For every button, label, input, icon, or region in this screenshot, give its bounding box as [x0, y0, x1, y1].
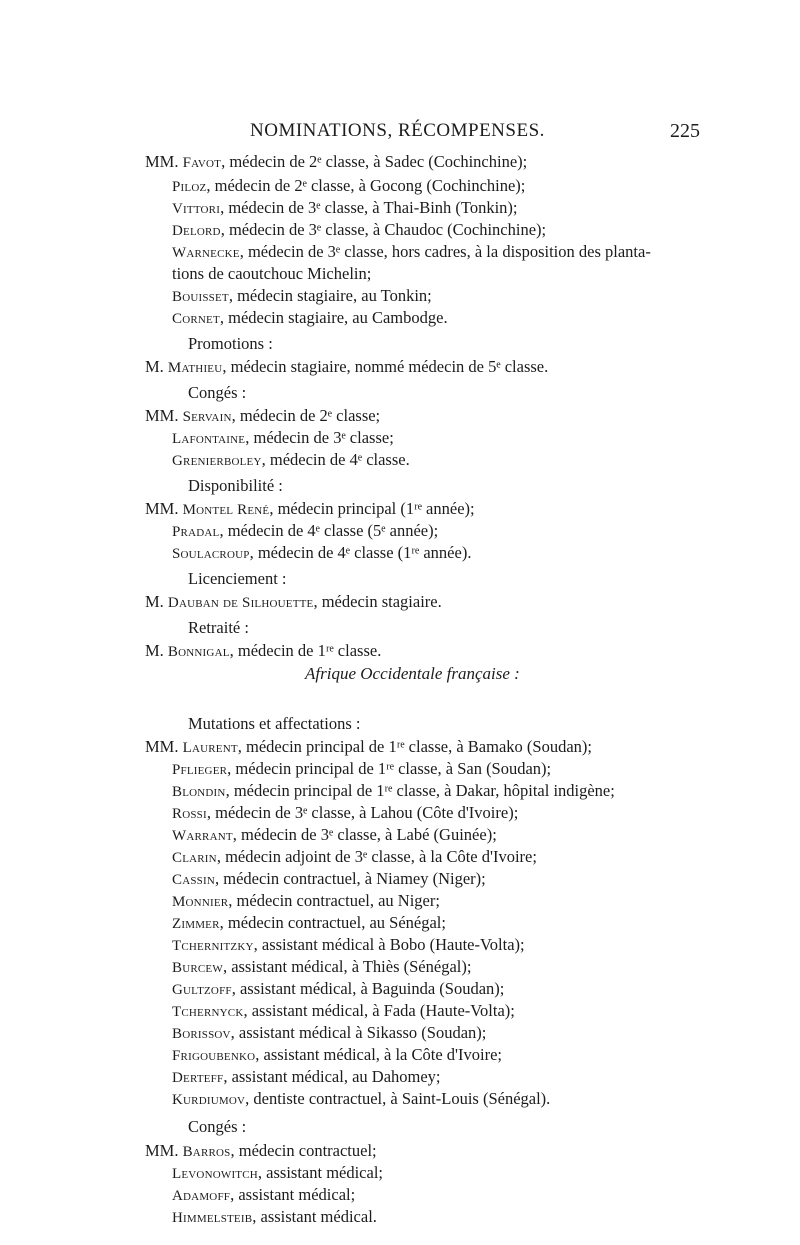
- text-line: [145, 406, 380, 427]
- person-name: Himmelsteib: [172, 1210, 253, 1226]
- line-text: , assistant médical, à Baguinda (Soudan);: [231, 979, 505, 998]
- honorific: MM.: [145, 406, 183, 425]
- line-text: Promotions :: [188, 334, 273, 353]
- text-line: [172, 1067, 441, 1088]
- line-text: , médecin adjoint de 3ᵉ classe, à la Côte d'Ivoire;: [216, 847, 537, 866]
- line-text: , médecin principal de 1ʳᵉ classe, à San (Soudan);: [227, 759, 552, 778]
- line-text: , médecin stagiaire, au Cambodge.: [219, 308, 448, 327]
- person-name: Frigoubenko: [172, 1048, 256, 1064]
- text-line: [172, 979, 504, 1000]
- line-text: , médecin contractuel;: [230, 1141, 377, 1160]
- person-name: Levonowitch: [172, 1166, 258, 1182]
- text-line: [172, 1001, 515, 1022]
- person-name: Montel René: [182, 502, 270, 518]
- text-line: [145, 737, 592, 758]
- text-line: [145, 152, 527, 173]
- text-line: [172, 450, 410, 471]
- honorific: MM.: [145, 737, 183, 756]
- line-text: , médecin de 3ᵉ classe, à Labé (Guinée);: [232, 825, 497, 844]
- person-name: Grenierboley: [172, 453, 262, 469]
- page-number: 225: [670, 120, 700, 142]
- line-text: , assistant médical à Sikasso (Soudan);: [230, 1023, 487, 1042]
- text-line: [172, 781, 615, 802]
- line-text: Mutations et affectations :: [188, 714, 361, 733]
- text-line: [172, 543, 471, 564]
- person-name: Pflieger: [172, 762, 228, 778]
- line-text: , médecin contractuel, au Sénégal;: [219, 913, 446, 932]
- honorific: M.: [145, 592, 168, 611]
- text-line: [172, 1207, 377, 1228]
- person-name: Borissov: [172, 1026, 231, 1042]
- text-line: [172, 913, 446, 934]
- line-text: , assistant médical;: [230, 1185, 356, 1204]
- text-line: [172, 1163, 383, 1184]
- text-line: [172, 869, 486, 890]
- text-line: [172, 428, 394, 449]
- line-text: , assistant médical;: [257, 1163, 384, 1182]
- subsection-heading: [188, 476, 283, 496]
- line-text: , médecin de 2ᵉ classe;: [231, 406, 381, 425]
- text-line: [172, 264, 371, 284]
- line-text: , dentiste contractuel, à Saint-Louis (Sénégal).: [245, 1089, 551, 1108]
- line-text: Retraité :: [188, 618, 249, 637]
- text-line: [172, 847, 537, 868]
- line-text: , assistant médical, à la Côte d'Ivoire;: [255, 1045, 503, 1064]
- person-name: Bonnigal: [167, 644, 230, 660]
- line-text: , médecin de 3ᵉ classe;: [245, 428, 394, 447]
- line-text: , médecin de 2ᵉ classe, à Gocong (Cochinchine);: [206, 176, 526, 195]
- line-text: , assistant médical, à Thiès (Sénégal);: [222, 957, 472, 976]
- person-name: Delord: [172, 223, 221, 239]
- person-name: Bouisset: [172, 289, 229, 305]
- line-text: , médecin de 3ᵉ classe, à Lahou (Côte d'Ivoire);: [206, 803, 519, 822]
- line-text: , médecin de 3ᵉ classe, hors cadres, à la disposition des planta-: [239, 242, 651, 261]
- subsection-heading: [188, 334, 273, 354]
- line-text: , médecin de 4ᵉ classe.: [261, 450, 410, 469]
- subsection-heading: [188, 1117, 246, 1137]
- line-text: , assistant médical, au Dahomey;: [223, 1067, 441, 1086]
- person-name: Clarin: [172, 850, 217, 866]
- line-text: Disponibilité :: [188, 476, 283, 495]
- person-name: Blondin: [172, 784, 226, 800]
- person-name: Dauban de Silhouette: [167, 595, 314, 611]
- person-name: Servain: [182, 409, 232, 425]
- subsection-heading: [188, 383, 246, 403]
- line-text: , médecin contractuel, au Niger;: [228, 891, 440, 910]
- line-text: , médecin de 4ᵉ classe (1ʳᵉ année).: [249, 543, 472, 562]
- text-line: [172, 1089, 550, 1110]
- line-text: Congés :: [188, 1117, 247, 1136]
- text-line: [145, 641, 381, 662]
- person-name: Mathieu: [167, 360, 223, 376]
- line-text: Licenciement :: [188, 569, 287, 588]
- person-name: Burcew: [172, 960, 223, 976]
- text-line: [172, 242, 651, 263]
- person-name: Cassin: [172, 872, 215, 888]
- text-line: [172, 308, 448, 329]
- text-line: [172, 1045, 502, 1066]
- subsection-heading: [188, 714, 360, 734]
- text-line: [145, 357, 548, 378]
- text-line: [172, 1185, 355, 1206]
- line-text: , médecin principal de 1ʳᵉ classe, à Bamako (Soudan);: [237, 737, 592, 756]
- line-text: , médecin stagiaire, au Tonkin;: [228, 286, 432, 305]
- person-name: Monnier: [172, 894, 229, 910]
- person-name: Laurent: [182, 740, 238, 756]
- line-text: , médecin stagiaire, nommé médecin de 5ᵉ classe.: [222, 357, 549, 376]
- honorific: MM.: [145, 152, 183, 171]
- line-text: , assistant médical à Bobo (Haute-Volta);: [253, 935, 525, 954]
- text-line: [172, 521, 438, 542]
- person-name: Soulacroup: [172, 546, 250, 562]
- person-name: Warrant: [172, 828, 233, 844]
- text-line: [145, 1141, 377, 1162]
- text-line: [145, 499, 475, 520]
- text-line: [172, 803, 518, 824]
- line-text: , médecin de 3ᵉ classe, à Thai-Binh (Tonkin);: [220, 198, 518, 217]
- page-header: [0, 120, 800, 148]
- honorific: M.: [145, 641, 168, 660]
- line-text: , médecin contractuel, à Niamey (Niger);: [215, 869, 486, 888]
- text-line: [172, 220, 546, 241]
- text-line: [172, 176, 525, 197]
- line-text: Congés :: [188, 383, 247, 402]
- person-name: Favot: [182, 155, 222, 171]
- person-name: Rossi: [172, 806, 207, 822]
- text-line: [172, 198, 518, 219]
- person-name: Adamoff: [172, 1188, 231, 1204]
- person-name: Tchernyck: [172, 1004, 244, 1020]
- text-line: [172, 1023, 486, 1044]
- text-line: [172, 891, 440, 912]
- subsection-heading: [188, 618, 249, 638]
- line-text: , médecin stagiaire.: [313, 592, 442, 611]
- honorific: MM.: [145, 1141, 183, 1160]
- line-text: tions de caoutchouc Michelin;: [172, 264, 372, 283]
- person-name: Warnecke: [172, 245, 240, 261]
- person-name: Cornet: [172, 311, 220, 327]
- person-name: Zimmer: [172, 916, 220, 932]
- line-text: , assistant médical.: [252, 1207, 377, 1226]
- text-line: [172, 935, 525, 956]
- person-name: Kurdiumov: [172, 1092, 246, 1108]
- honorific: M.: [145, 357, 168, 376]
- line-text: , médecin de 2ᵉ classe, à Sadec (Cochinchine);: [221, 152, 528, 171]
- person-name: Barros: [182, 1144, 231, 1160]
- line-text: , médecin principal de 1ʳᵉ classe, à Dakar, hôpital indigène;: [225, 781, 615, 800]
- line-text: , médecin de 4ᵉ classe (5ᵉ année);: [219, 521, 439, 540]
- person-name: Tchernitzky: [172, 938, 254, 954]
- person-name: Lafontaine: [172, 431, 246, 447]
- person-name: Vittori: [172, 201, 221, 217]
- person-name: Pradal: [172, 524, 220, 540]
- honorific: MM.: [145, 499, 183, 518]
- text-line: [172, 286, 432, 307]
- person-name: Gultzoff: [172, 982, 232, 998]
- text-line: [172, 957, 471, 978]
- line-text: , médecin de 3ᵉ classe, à Chaudoc (Cochinchine);: [220, 220, 547, 239]
- text-line: [172, 825, 497, 846]
- line-text: , assistant médical, à Fada (Haute-Volta);: [243, 1001, 515, 1020]
- line-text: , médecin de 1ʳᵉ classe.: [229, 641, 382, 660]
- running-title: NOMINATIONS, RÉCOMPENSES.: [250, 120, 545, 141]
- section-heading: Afrique Occidentale française :: [305, 664, 520, 683]
- text-line: [172, 759, 551, 780]
- person-name: Derteff: [172, 1070, 224, 1086]
- person-name: Piloz: [172, 179, 207, 195]
- text-line: [145, 592, 442, 613]
- subsection-heading: [188, 569, 287, 589]
- line-text: , médecin principal (1ʳᵉ année);: [269, 499, 475, 518]
